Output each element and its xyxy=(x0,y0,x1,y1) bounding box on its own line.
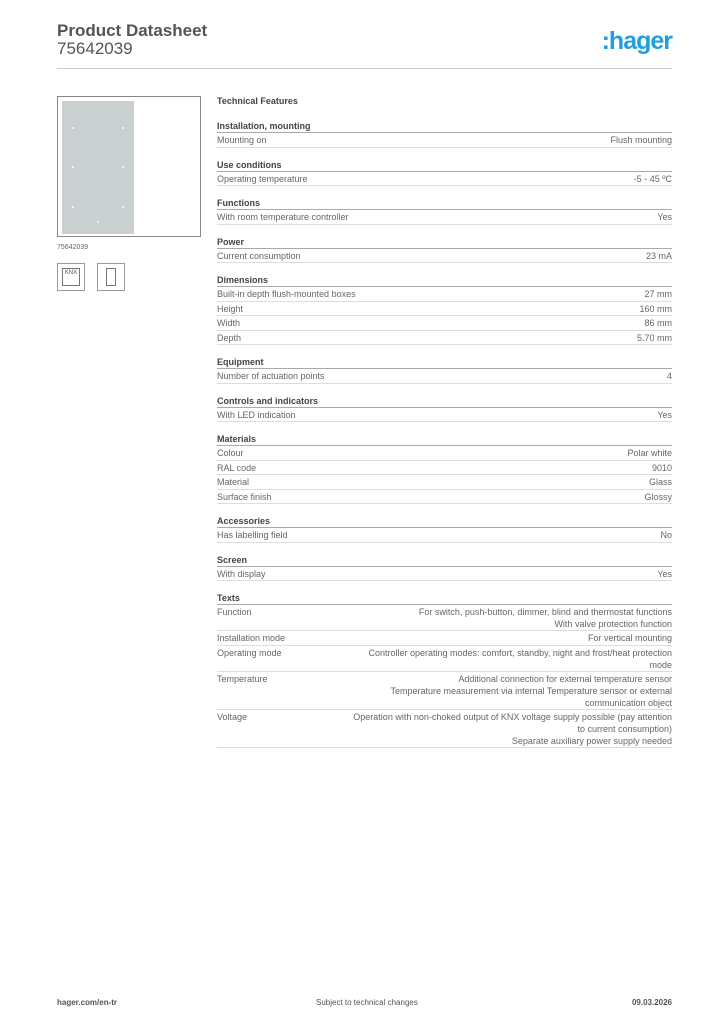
spec-value: Additional connection for external temperature sensor Temperature measurement via internal Temperature sensor or external communication object xyxy=(390,673,672,708)
spec-row xyxy=(217,316,672,331)
section-header: Accessories xyxy=(217,514,672,528)
spec-label: Material xyxy=(217,477,250,487)
spec-value: Yes xyxy=(657,409,672,420)
spec-value: 4 xyxy=(666,371,672,381)
section-header: Screen xyxy=(217,553,672,567)
spec-label: Mounting on xyxy=(217,135,267,145)
spec-value: -5 - 45 ºC xyxy=(633,173,672,184)
spec-row xyxy=(217,605,672,631)
spec-label: With room temperature controller xyxy=(217,212,349,222)
hager-logo: :hager xyxy=(601,27,672,55)
spec-label: Colour xyxy=(217,448,244,458)
section-header: Power xyxy=(217,235,672,249)
spec-value: Polar white xyxy=(627,448,672,458)
spec-label: Voltage xyxy=(217,711,248,722)
spec-label: With display xyxy=(217,568,266,579)
spec-label: Number of actuation points xyxy=(217,371,325,381)
technical-features-table xyxy=(217,95,672,748)
spec-value: 5.70 mm xyxy=(636,332,672,343)
spec-row xyxy=(217,133,672,148)
spec-section xyxy=(217,273,672,345)
spec-value: Controller operating modes: comfort, standby, night and frost/heat protection mode xyxy=(368,647,672,670)
spec-label: Surface finish xyxy=(217,491,272,502)
spec-value: Yes xyxy=(657,212,672,222)
spec-section xyxy=(217,394,672,423)
spec-value: For switch, push-button, dimmer, blind and thermostat functions With valve protection function xyxy=(418,607,672,629)
spec-row xyxy=(217,369,672,384)
spec-row xyxy=(217,672,672,710)
spec-label: Operating mode xyxy=(217,647,282,658)
spec-value: Glossy xyxy=(644,491,672,502)
section-header: Materials xyxy=(217,432,672,446)
spec-label: With LED indication xyxy=(217,409,296,420)
product-image xyxy=(57,96,201,237)
flush-box-icon xyxy=(97,263,125,291)
image-caption: 75642039 xyxy=(57,244,89,251)
spec-row xyxy=(217,567,672,582)
spec-value: 23 mA xyxy=(645,250,672,261)
spec-section xyxy=(217,196,672,225)
footer-date: 09.03.2026 xyxy=(631,998,672,1007)
spec-label: Height xyxy=(217,303,244,314)
footer-note: Subject to technical changes xyxy=(316,998,418,1007)
spec-section xyxy=(217,514,672,543)
spec-value: Yes xyxy=(657,568,672,579)
spec-value: 9010 xyxy=(651,462,672,473)
website-link[interactable]: hager.com/en-tr xyxy=(57,998,118,1007)
spec-row xyxy=(217,331,672,346)
spec-label: Depth xyxy=(217,332,242,343)
spec-row xyxy=(217,287,672,302)
spec-value: 27 mm xyxy=(644,289,672,299)
section-header: Equipment xyxy=(217,355,672,369)
spec-value: For vertical mounting xyxy=(587,633,672,643)
header-divider xyxy=(57,68,672,69)
spec-row xyxy=(217,446,672,461)
spec-label: Function xyxy=(217,607,252,617)
spec-section xyxy=(217,119,672,148)
spec-value: Operation with non-choked output of KNX voltage supply possible (pay attention to current consumption) Separate auxiliary power supply needed xyxy=(353,711,672,746)
spec-row xyxy=(217,249,672,264)
spec-row xyxy=(217,710,672,748)
spec-row xyxy=(217,631,672,646)
spec-value: No xyxy=(660,530,672,540)
spec-label: Built-in depth flush-mounted boxes xyxy=(217,289,356,299)
spec-row xyxy=(217,408,672,423)
spec-row xyxy=(217,475,672,490)
spec-section xyxy=(217,591,672,748)
product-number: 75642039 xyxy=(57,39,133,58)
spec-section xyxy=(217,553,672,582)
spec-section xyxy=(217,235,672,264)
spec-label: Current consumption xyxy=(217,250,301,261)
spec-section xyxy=(217,355,672,384)
spec-value: 160 mm xyxy=(639,303,672,314)
section-header: Use conditions xyxy=(217,158,672,172)
spec-row xyxy=(217,528,672,543)
section-title: Technical Features xyxy=(217,96,298,106)
spec-row xyxy=(217,172,672,187)
spec-label: RAL code xyxy=(217,462,257,473)
spec-value: Flush mounting xyxy=(610,135,672,145)
spec-row xyxy=(217,302,672,317)
page-title: Product Datasheet xyxy=(57,21,208,40)
spec-row xyxy=(217,461,672,476)
spec-row xyxy=(217,210,672,225)
spec-value: Glass xyxy=(648,477,672,487)
spec-section xyxy=(217,432,672,504)
spec-section xyxy=(217,158,672,187)
section-header: Functions xyxy=(217,196,672,210)
spec-value: 86 mm xyxy=(644,318,672,328)
spec-label: Has labelling field xyxy=(217,530,288,540)
spec-label: Operating temperature xyxy=(217,173,308,184)
glass-panel xyxy=(62,101,134,234)
knx-badge-icon: KNX xyxy=(57,263,85,291)
section-header: Controls and indicators xyxy=(217,394,672,408)
section-header: Texts xyxy=(217,591,672,605)
spec-label: Installation mode xyxy=(217,633,286,643)
section-header: Dimensions xyxy=(217,273,672,287)
spec-label: Width xyxy=(217,318,241,328)
spec-label: Temperature xyxy=(217,673,268,684)
spec-row xyxy=(217,490,672,505)
spec-row xyxy=(217,646,672,672)
section-header: Installation, mounting xyxy=(217,119,672,133)
